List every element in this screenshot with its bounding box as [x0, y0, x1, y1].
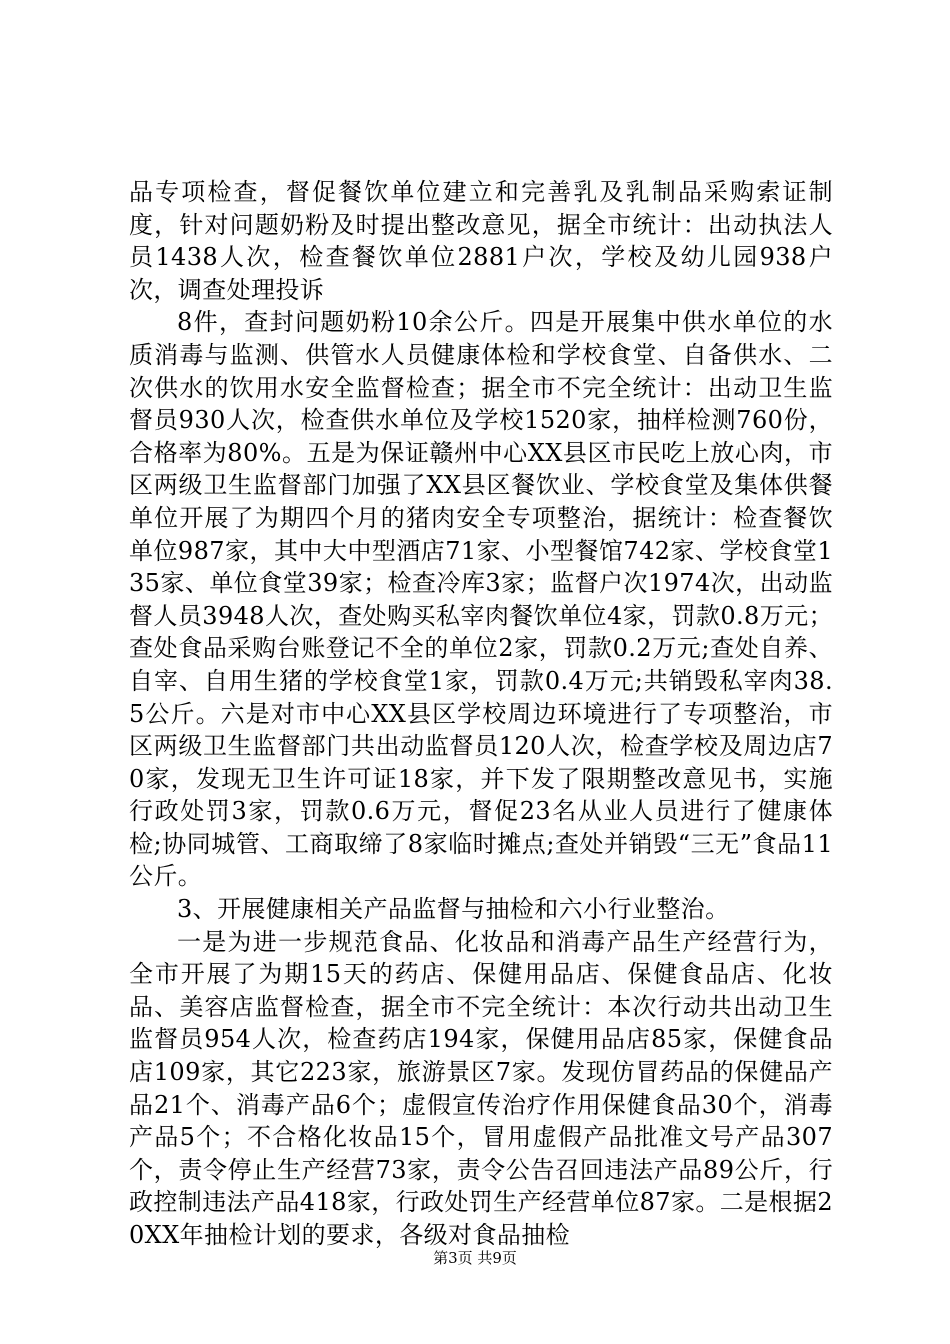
- paragraph-1: 品专项检查，督促餐饮单位建立和完善乳及乳制品采购索证制度，针对问题奶粉及时提出整改意见，据全市统计：出动执法人员1438人次，检查餐饮单位2881户次，学校及幼儿园938户次，调查处理投诉: [129, 178, 833, 304]
- document-body: [129, 176, 833, 1252]
- paragraph-2: 8件，查封问题奶粉10余公斤。四是开展集中供水单位的水质消毒与监测、供管水人员健康体检和学校食堂、自备供水、二次供水的饮用水安全监督检查；据全市不完全统计：出动卫生监督员930人次，检查供水单位及学校1520家，抽样检测760份，合格率为80%。五是为保证赣州中心XX县区市民吃上放心肉，市区两级卫生监督部门加强了XX县区餐饮业、学校食堂及集体供餐单位开展了为期四个月的猪肉安全专项整治，据统计：检查餐饮单位987家，其中大中型酒店71家、小型餐馆742家、学校食堂135家、单位食堂39家；检查冷库3家；监督户次1974次，出动监督人员3948人次，查处购买私宰肉餐饮单位4家，罚款0.8万元；查处食品采购台账登记不全的单位2家，罚款0.2万元;查处自养、自宰、自用生猪的学校食堂1家，罚款0.4万元;共销毁私宰肉38.5公斤。六是对市中心XX县区学校周边环境进行了专项整治，市区两级卫生监督部门共出动监督员120人次，检查学校及周边店70家，发现无卫生许可证18家，并下发了限期整改意见书，实施行政处罚3家，罚款0.6万元，督促23名从业人员进行了健康体检;协同城管、工商取缔了8家临时摊点;查处并销毁“三无”食品11公斤。: [129, 308, 833, 891]
- paragraph-3-heading: 3、开展健康相关产品监督与抽检和六小行业整治。: [177, 895, 730, 924]
- page-number-footer: 第3页 共9页: [433, 1249, 517, 1267]
- paragraph-4: 一是为进一步规范食品、化妆品和消毒产品生产经营行为，全市开展了为期15天的药店、保健用品店、保健食品店、化妆品、美容店监督检查，据全市不完全统计：本次行动共出动卫生监督员954人次，检查药店194家，保健用品店85家，保健食品店109家，其它223家，旅游景区7家。发现仿冒药品的保健品产品21个、消毒产品6个；虚假宣传治疗作用保健食品30个，消毒产品5个；不合格化妆品15个，冒用虚假产品批准文号产品307个，责令停止生产经营73家，责令公告召回违法产品89公斤，行政控制违法产品418家，行政处罚生产经营单位87家。二是根据20XX年抽检计划的要求，各级对食品抽检: [129, 927, 834, 1249]
